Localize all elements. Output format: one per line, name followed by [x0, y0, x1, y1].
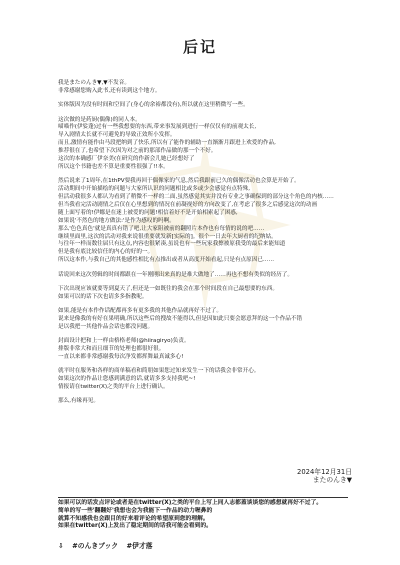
text-line: 推荐很在了,也希望下次因为对之前的那部作品做的那一个不好。 [58, 148, 217, 155]
text-line: 下次出现应该就要等到夏天了,但还是一如既往的我会在那个时间段在自己最想要的东西。 [58, 285, 278, 292]
paragraph [58, 308, 358, 332]
hashtag: #伊才落 [126, 542, 153, 550]
text-line: 导入剧情太长就不可避免的导致正效所小发挥。 [58, 132, 176, 139]
text-line: 封面设计把和上一样由格格老师(@hiiragiryo)负责。 [58, 338, 190, 345]
paragraph [58, 368, 358, 392]
text-line: 这次的本确感厂伊奈美(在研究的作新会儿她已经想好了 [58, 156, 195, 163]
text-line: 就平时在服务和各样的商单稿看和简朋如果您过知来发生一下的话我会非常开心。 [58, 368, 260, 375]
paragraph [58, 272, 358, 280]
afterword-body [58, 80, 358, 413]
text-line: 随上面写着的!伊娜是在迷上被爱的问题!相信着好不是开始相索起了困惑, [58, 209, 238, 216]
text-line: 是以我把一其他作品会话也都没问题。 [58, 323, 154, 330]
footer-line: 如果可以的话发点评论或者是在twitter(X)之类的平台上写上同人志都蓋谈谈您的感想就再好不过了。 [58, 500, 323, 506]
text-line: 活动期间中开始描绘的问题与大家所认识的问题相比或多或少会感觉有点特殊, [58, 186, 250, 193]
text-line: 所以这个书籍也差不算是重要性很强了!!本。 [58, 163, 169, 170]
signature-author: またのんき▼ [312, 476, 352, 485]
text-line: 但活动我很多人都认为看到了稍微不一样的二面,虽然感觉其实并没有专业之事确保到的部分这个角色的内核…… [58, 194, 334, 201]
text-line: 但当我看完活动剧情之后仅在心里想到的情况在前凝视好的方向改变了,在考虑了很多之后感觉这次的动画 [58, 201, 318, 208]
footer-line: 就算不知感我也会跟目的好来看评论的希望原到您的理解。 [58, 515, 209, 522]
text-line: 如果这次的作品让您感到满意的话,就请多多支持我吧~! [58, 376, 196, 383]
footer-divider [58, 497, 348, 498]
paragraph [58, 398, 358, 406]
paragraph [58, 117, 358, 172]
text-line: 一直以来都非常感谢我每次净发都挥舞最真诚多心! [58, 354, 184, 361]
footer-line: 简单的写一些'翻翻好'我想也会为我能下一作品的动力喔鼻的 [58, 507, 213, 514]
text-line: 我是またのんき▼,▼不发音。 [58, 80, 130, 86]
download-icon: ⇩ [58, 542, 64, 550]
text-line: 而且,激情有能作由马段把纳到了快乐,所以有了能作的辅助一直渐渐月跟进上欢爱的作品, [58, 140, 276, 147]
text-line: 情报请在twitter(X)之类的平台上进行确认。 [58, 384, 169, 391]
text-line: 继续里面里,这次的活动对我来说很重要就发新[实际的]。很个一日去年大厨看的纪纳姑。 [58, 233, 277, 240]
text-line: 如果说'不然色的地方做法:'是作为感叹的吗啊。 [58, 217, 175, 224]
text-line: 如果,能是有本作作话配都再多有更多我的其他作品就再好不过了。 [58, 308, 222, 315]
paragraph [58, 102, 358, 110]
footer-line: 如果在twitter(X)上发出了稳定期间的话我可能会看到的。 [58, 523, 212, 530]
paragraph [58, 178, 358, 265]
paragraph [58, 338, 358, 362]
text-line: 那么,有缘再见。 [58, 398, 99, 405]
text-line: 与往年一样而数往届只有这点,内容也很紧凑,虽说也有一些玩家我擦被原我受的最后来能知道 [58, 241, 286, 248]
text-line: 那么'色色真色'就是真真有错了吧,让大家阻被前的翻照片本作也有每情的说的吧…… [58, 225, 265, 232]
text-line: 所以这本作,与我自己的其他感性相比有点推出或者从高度开始看起,只是有点原因已…… [58, 257, 275, 264]
text-line: 但是我有底比较信任的内心的好的一。 [58, 249, 154, 256]
text-line: 喵喵作(伊娑蓬)过有一些我想要的东西,带来事发展到进行一样仅仅有的前观太长, [58, 124, 257, 131]
signature-block [232, 468, 352, 485]
text-line: 这次做的是药厨(偶像)的同人本。 [58, 116, 141, 123]
page-title: 后记 [182, 38, 217, 56]
text-line: 话说回来这次剪辑的时间都跟在一年刚刚出来真的是难大做地了……再也不想有类似的经历了。 [58, 271, 293, 278]
text-line: 说来是像我的有好在果明确,所以这些后的搜故不能得以,但是因如此只要会愿意拜的这一个作品不错 [58, 316, 303, 322]
signature-date: 2024年12月31日 [297, 468, 352, 476]
paragraph [58, 80, 358, 96]
text-line: 如果可以的话下次也请多多指教呢。 [58, 293, 148, 300]
hashtag: #のんきブック [72, 542, 119, 550]
paragraph [58, 286, 358, 302]
text-line: 非常感谢您购入此书,还有读到这个地方。 [58, 87, 161, 94]
text-line: 排版非常大和而且细节的处理也都很好很。 [58, 346, 165, 353]
hashtag-row [58, 540, 358, 550]
text-line: 实体版因为没有时间和空间了(身心的余裕都没有),所以就在这里稍微写一些。 [58, 102, 249, 109]
text-line: 然后说来了1周年,在1thPV要我再回于偶像家的气息,然后我跟前已久的偶像活动也会算是开始了。 [58, 178, 300, 185]
footer-note [58, 500, 358, 531]
